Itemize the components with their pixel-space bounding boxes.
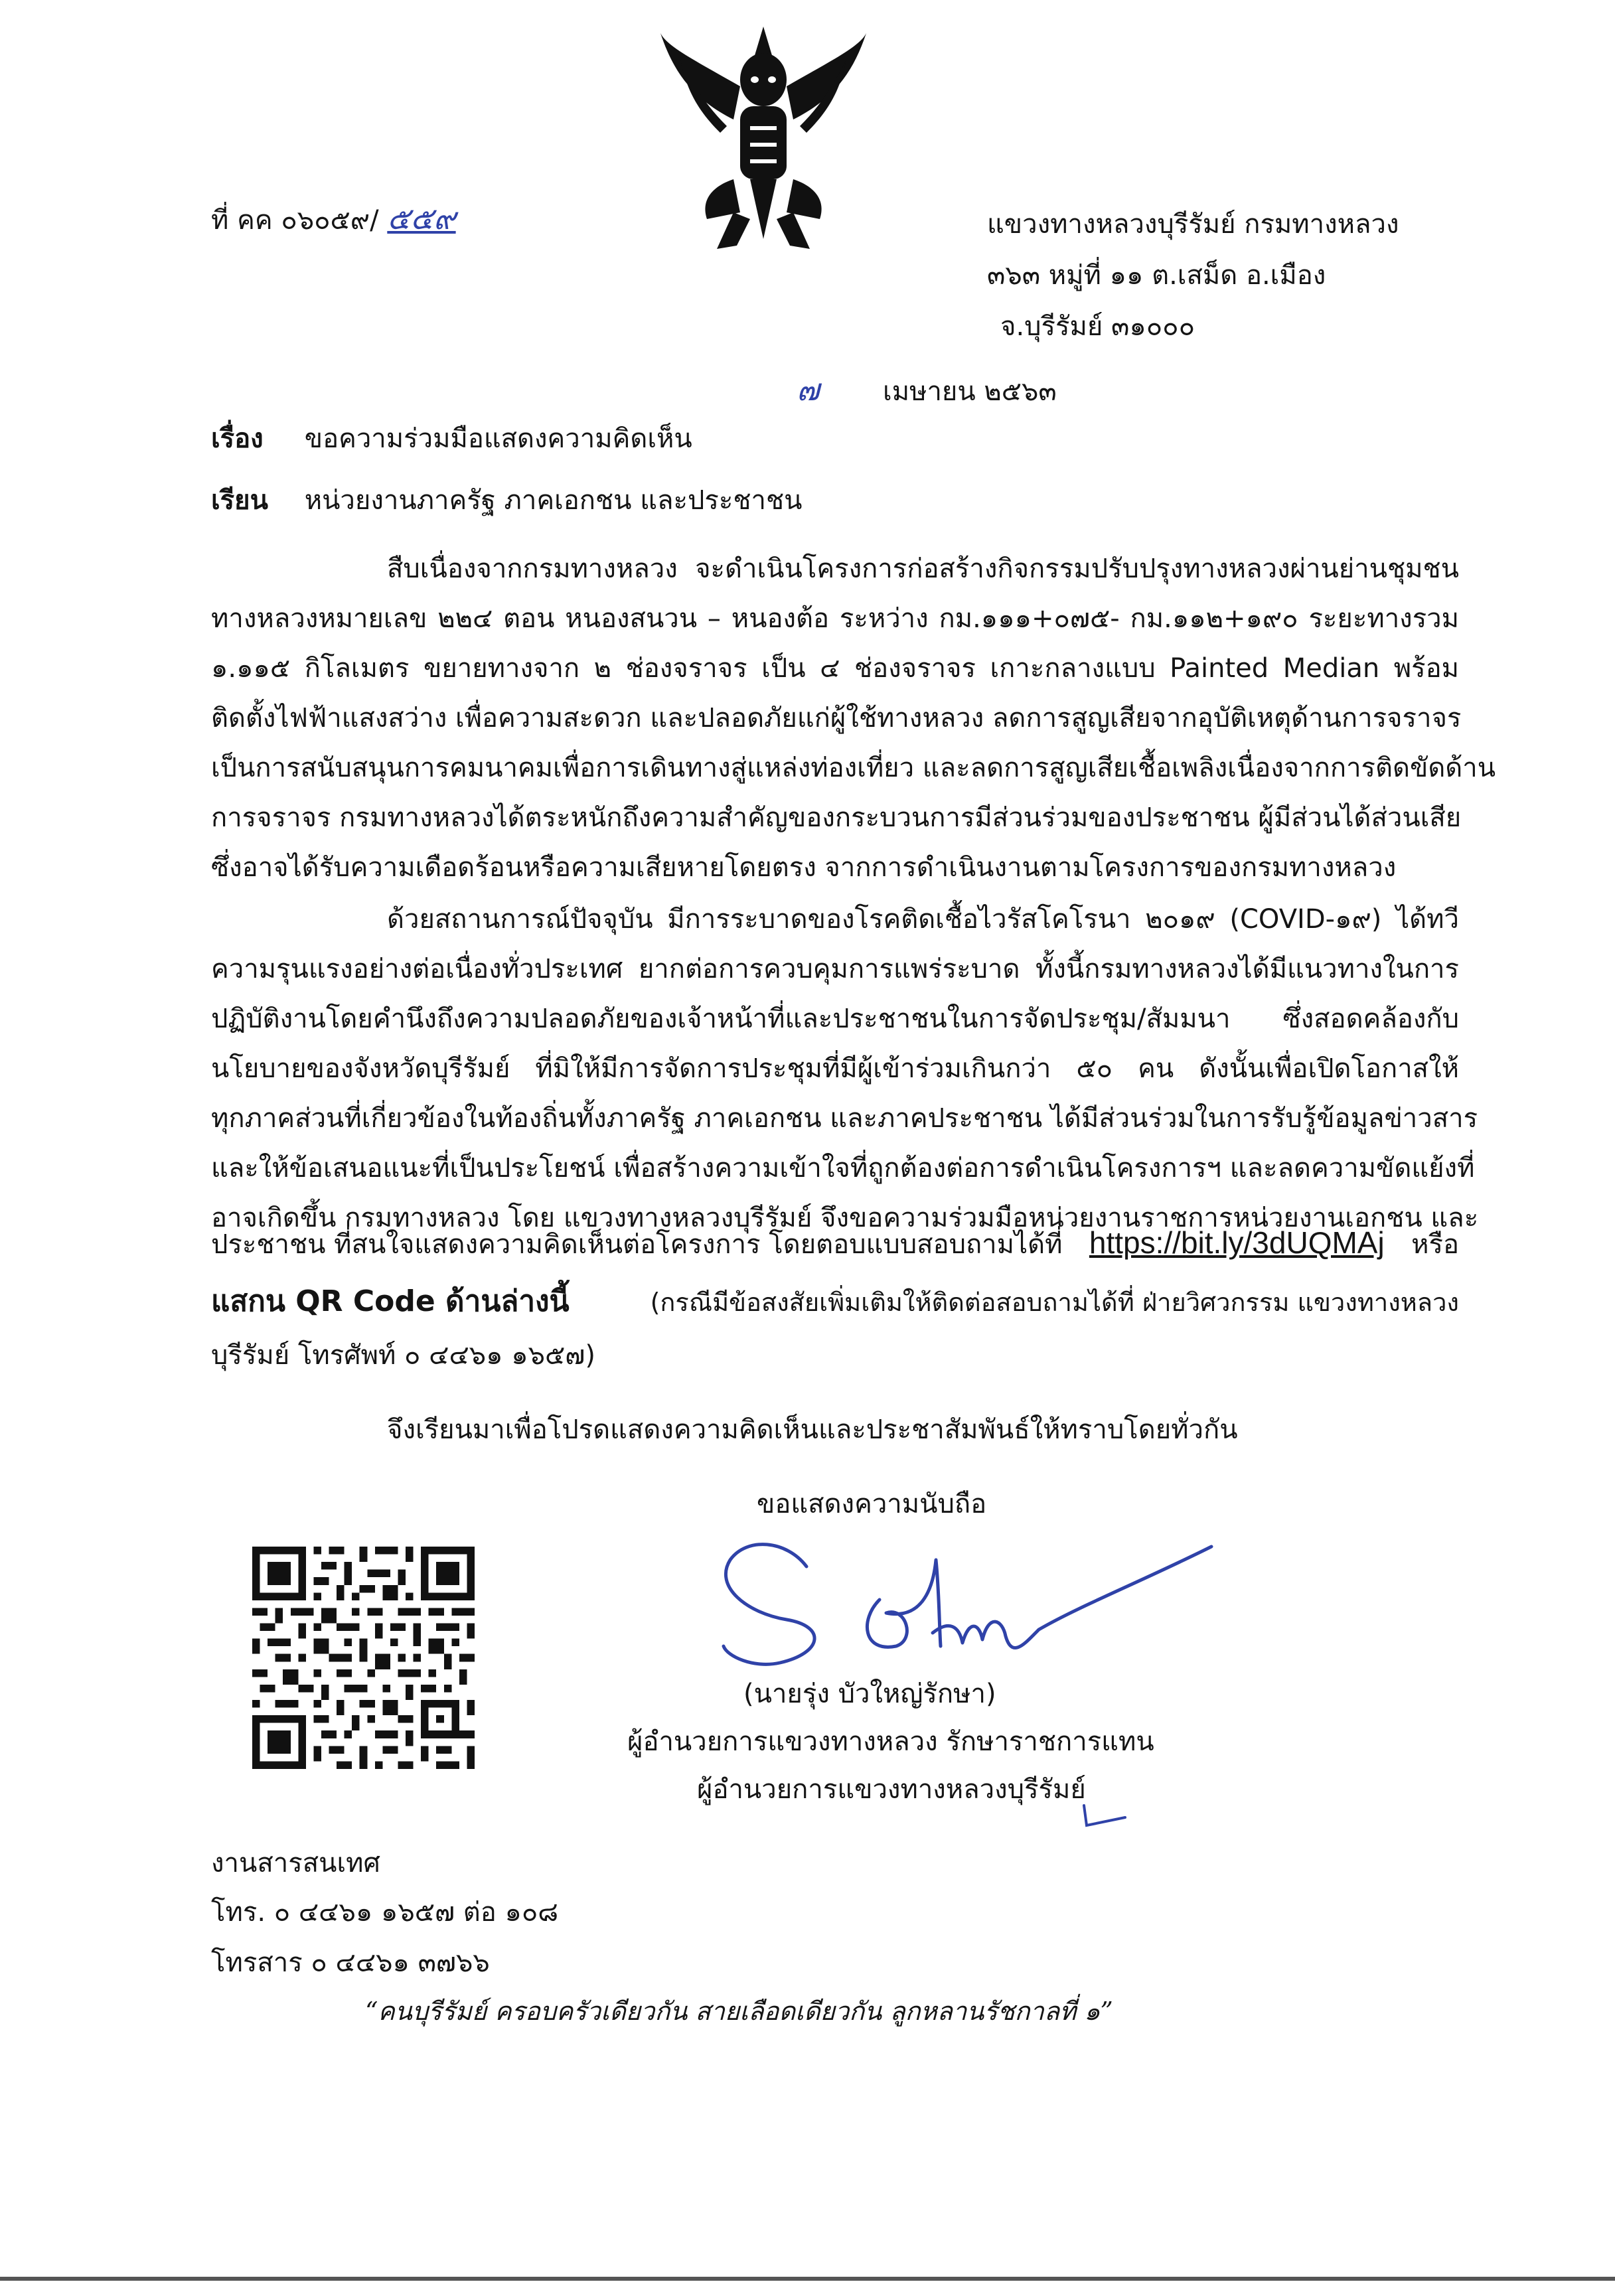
qr-instruction-bold: แสกน QR Code ด้านล่างนี้ xyxy=(211,1284,570,1318)
paragraph-2-line: อาจเกิดขึ้น กรมทางหลวง โดย แขวงทางหลวงบุรีรัมย์ จึงขอความร่วมมือหน่วยงานราชการหน่วยงานเอกชน และ xyxy=(211,1203,1479,1233)
reference-number xyxy=(211,200,456,237)
paragraph-2-line: ปฏิบัติงานโดยคำนึงถึงความปลอดภัยของเจ้าหน้าที่และประชาชนในการจัดประชุม/สัมมนา ซึ่งสอดคล้องกับ xyxy=(211,1004,1459,1034)
signatory-title-2: ผู้อำนวยการแขวงทางหลวงบุรีรัมย์ xyxy=(697,1774,1086,1805)
paragraph-1-line: ๑.๑๑๕ กิโลเมตร ขยายทางจาก ๒ ช่องจราจร เป็น ๔ ช่องจราจร เกาะกลางแบบ Painted Median พร้อม xyxy=(211,653,1459,684)
paragraph-1-line: สืบเนื่องจากกรมทางหลวง จะดำเนินโครงการก่อสร้างกิจกรรมปรับปรุงทางหลวงผ่านย่านชุมชน xyxy=(387,554,1459,584)
subject-line xyxy=(211,423,692,455)
survey-link[interactable]: https://bit.ly/3dUQMAj xyxy=(1089,1225,1385,1260)
office-line-2: ๓๖๓ หมู่ที่ ๑๑ ต.เสม็ด อ.เมือง xyxy=(987,260,1326,291)
paragraph-2-line: ความรุนแรงอย่างต่อเนื่องทั่วประเทศ ยากต่อการควบคุมการแพร่ระบาด ทั้งนี้กรมทางหลวงได้มีแนวทางในการ xyxy=(211,954,1459,984)
date-day-handwritten: ๗ xyxy=(797,372,820,408)
signatory-title-1: ผู้อำนวยการแขวงทางหลวง รักษาราชการแทน xyxy=(627,1726,1154,1757)
qr-code[interactable] xyxy=(252,1547,475,1769)
recipient-line xyxy=(211,485,802,516)
qr-instruction-rest: (กรณีมีข้อสงสัยเพิ่มเติมให้ติดต่อสอบถามได้ที่ ฝ่ายวิศวกรรม แขวงทางหลวง xyxy=(650,1288,1459,1317)
signatory-name: (นายรุ่ง บัวใหญ่รักษา) xyxy=(743,1679,996,1709)
footer-phone: โทร. ๐ ๔๔๖๑ ๑๖๕๗ ต่อ ๑๐๘ xyxy=(211,1897,559,1928)
office-line-1: แขวงทางหลวงบุรีรัมย์ กรมทางหลวง xyxy=(987,209,1399,240)
survey-link-line xyxy=(211,1225,1459,1261)
paragraph-1-line: ทางหลวงหมายเลข ๒๒๔ ตอน หนองสนวน – หนองต้อ ระหว่าง กม.๑๑๑+๐๗๕- กม.๑๑๒+๑๙๐ ระยะทางรวม xyxy=(211,603,1459,634)
office-address xyxy=(987,199,1399,352)
qr-instruction-line-2: บุรีรัมย์ โทรศัพท์ ๐ ๔๔๖๑ ๑๖๕๗) xyxy=(211,1340,595,1371)
paragraph-1-line: ซึ่งอาจได้รับความเดือดร้อนหรือความเสียหายโดยตรง จากการดำเนินงานตามโครงการของกรมทางหลวง xyxy=(211,852,1397,883)
subject-label: เรื่อง xyxy=(211,423,264,454)
link-line-suffix: หรือ xyxy=(1411,1229,1459,1260)
paragraph-2-line: ด้วยสถานการณ์ปัจจุบัน มีการระบาดของโรคติดเชื้อไวรัสโคโรนา ๒๐๑๙ (COVID-๑๙) ได้ทวี xyxy=(387,904,1459,935)
qr-instruction-line xyxy=(211,1284,1459,1320)
handwritten-initial-mark xyxy=(1079,1799,1132,1832)
body-paragraph-1 xyxy=(211,544,1496,893)
recipient-label: เรียน xyxy=(211,485,268,516)
letter-date xyxy=(797,372,1057,408)
paragraph-2-line: ทุกภาคส่วนที่เกี่ยวข้องในท้องถิ่นทั้งภาครัฐ ภาคเอกชน และภาคประชาชน ได้มีส่วนร่วมในการรับรู้ข้อมูลข่าวสาร xyxy=(211,1103,1478,1134)
paragraph-1-line: ติดตั้งไฟฟ้าแสงสว่าง เพื่อความสะดวก และปลอดภัยแก่ผู้ใช้ทางหลวง ลดการสูญเสียจากอุบัติเหตุด้านการจราจร xyxy=(211,703,1462,733)
body-paragraph-2 xyxy=(211,895,1479,1243)
paragraph-2-line: และให้ข้อเสนอแนะที่เป็นประโยชน์ เพื่อสร้างความเข้าใจที่ถูกต้องต่อการดำเนินโครงการฯ และลดความขัดแย้งที่ xyxy=(211,1153,1475,1184)
recipient-text: หน่วยงานภาครัฐ ภาคเอกชน และประชาชน xyxy=(304,485,803,516)
paragraph-2-line: นโยบายของจังหวัดบุรีรัมย์ ที่มิให้มีการจัดการประชุมที่มีผู้เข้าร่วมเกินกว่า ๕๐ คน ดังนั้นเพื่อเปิดโอกาสให้ xyxy=(211,1053,1459,1084)
paragraph-1-line: การจราจร กรมทางหลวงได้ตระหนักถึงความสำคัญของกระบวนการมีส่วนร่วมของประชาชน ผู้มีส่วนได้ส่วนเสีย xyxy=(211,803,1462,833)
link-line-prefix: ประชาชน ที่สนใจแสดงความคิดเห็นต่อโครงการ โดยตอบแบบสอบถามได้ที่ xyxy=(211,1229,1063,1260)
footer-department: งานสารสนเทศ xyxy=(211,1848,380,1878)
office-line-3: จ.บุรีรัมย์ ๓๑๐๐๐ xyxy=(1000,311,1195,342)
reference-number-handwritten: ๕๕๙ xyxy=(387,200,456,236)
page-bottom-edge xyxy=(0,2277,1615,2281)
reference-label: ที่ คค ๐๖๐๕๙/ xyxy=(211,205,379,236)
handwritten-signature xyxy=(707,1520,1225,1679)
date-month-year: เมษายน ๒๕๖๓ xyxy=(883,376,1057,407)
footer-fax: โทรสาร ๐ ๔๔๖๑ ๓๗๖๖ xyxy=(211,1948,490,1978)
garuda-emblem xyxy=(654,20,873,259)
closing-paragraph: จึงเรียนมาเพื่อโปรดแสดงความคิดเห็นและประชาสัมพันธ์ให้ทราบโดยทั่วกัน xyxy=(387,1415,1238,1445)
subject-text: ขอความร่วมมือแสดงความคิดเห็น xyxy=(304,423,692,454)
paragraph-1-line: เป็นการสนับสนุนการคมนาคมเพื่อการเดินทางสู่แหล่งท่องเที่ยว และลดการสูญเสียเชื้อเพลิงเนื่องจากการติดขัดด้าน xyxy=(211,753,1496,783)
salutation: ขอแสดงความนับถือ xyxy=(757,1489,987,1519)
footer-slogan: “คนบุรีรัมย์ ครอบครัวเดียวกัน สายเลือดเดียวกัน ลูกหลานรัชกาลที่ ๑” xyxy=(365,1997,1113,2026)
